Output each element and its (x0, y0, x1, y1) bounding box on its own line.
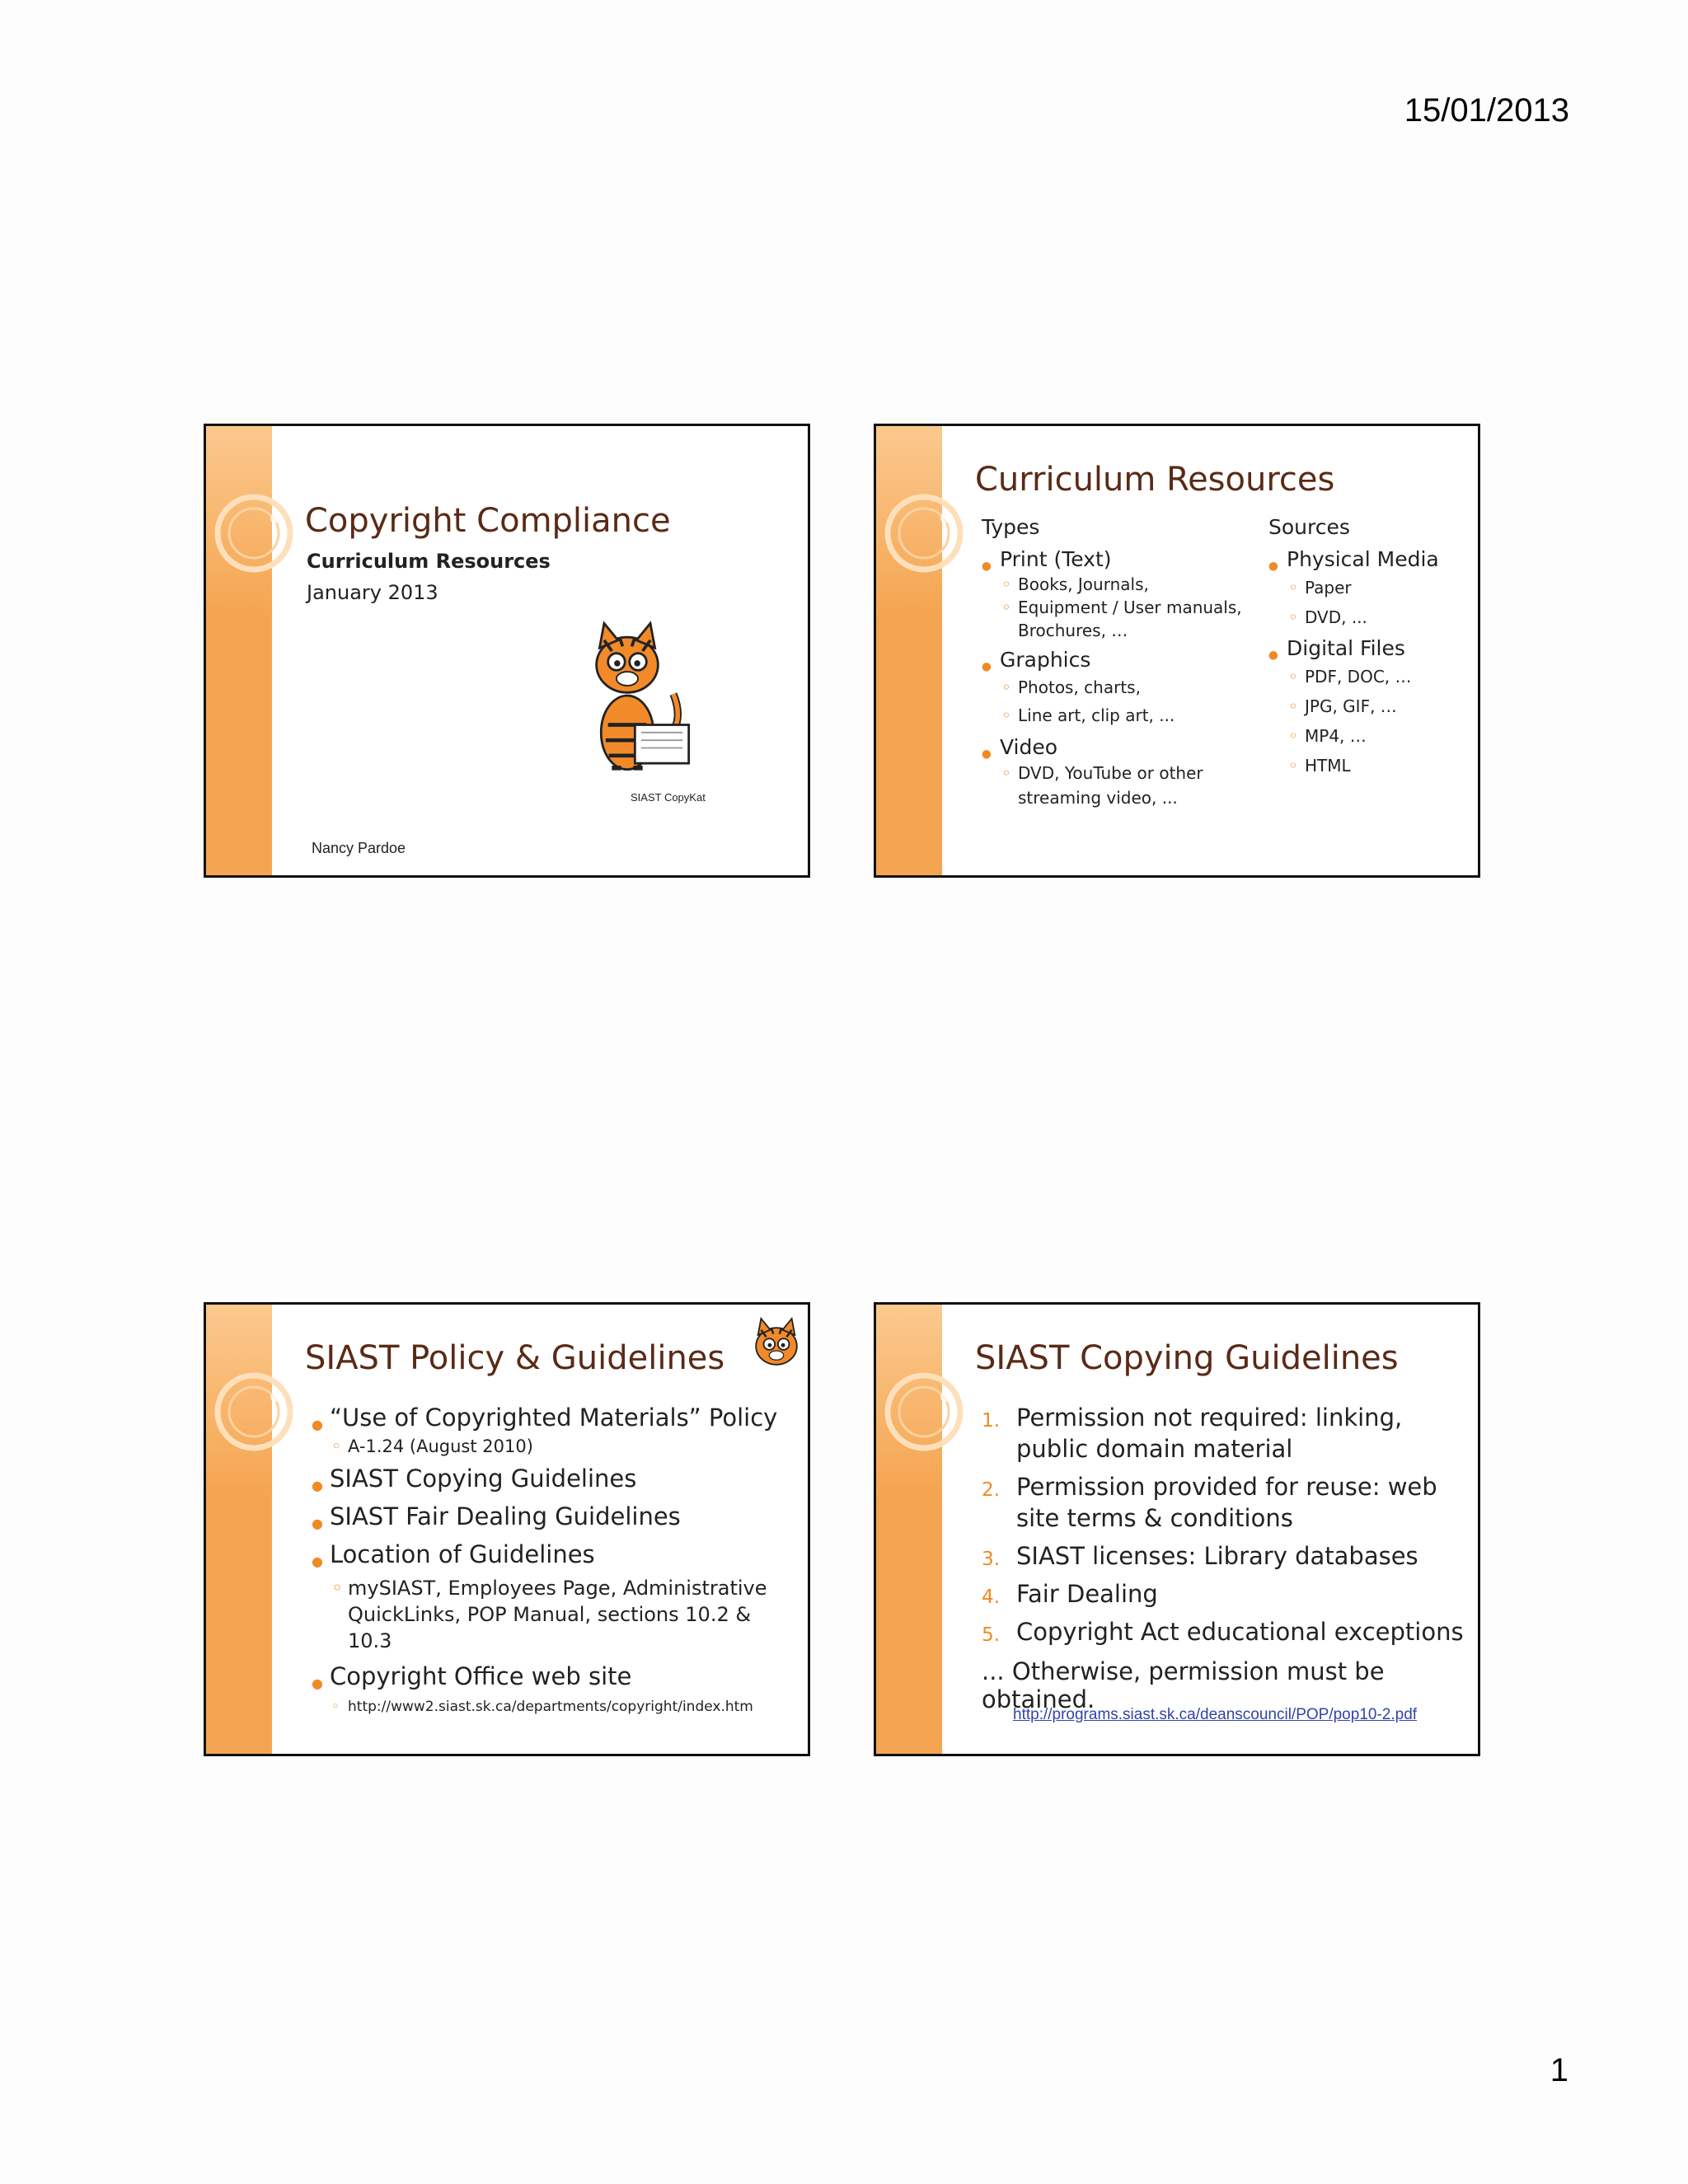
list-item (982, 1540, 1468, 1572)
slide-title: Curriculum Resources (975, 461, 1335, 499)
otherwise-note: ... Otherwise, permission must be obtained. (982, 1657, 1385, 1713)
copykat-cat-head-icon (743, 1315, 809, 1366)
list-item: ◦ Photos, charts, (1000, 673, 1245, 701)
swirl-decoration-icon (884, 1372, 964, 1451)
list-text: Fair Dealing (1016, 1580, 1158, 1608)
list-item: ◦ Books, Journals, (1000, 573, 1245, 596)
slide-title-copyright-compliance (204, 424, 810, 878)
list-text: SIAST licenses: Library databases (1016, 1542, 1418, 1570)
list-text: Copyright Act educational exceptions (1016, 1618, 1464, 1646)
copyright-office-link[interactable]: ◦ http://www2.siast.sk.ca/departments/copyright/index.htm (330, 1694, 798, 1720)
list-item: ◦ mySIAST, Employees Page, Administrative QuickLinks, POP Manual, sections 10.2 & 10.3 (330, 1575, 793, 1654)
slide-siast-copying-guidelines (874, 1302, 1480, 1756)
slide-siast-policy-guidelines (204, 1302, 810, 1756)
list-item: ◦ A-1.24 (August 2010) (330, 1433, 798, 1460)
list-item: ● SIAST Copying Guidelines (312, 1463, 798, 1494)
list-item (982, 1616, 1468, 1647)
list-item: ◦ DVD, YouTube or other streaming video, ... (1000, 761, 1240, 810)
list-item: ◦ MP4, … (1287, 721, 1466, 751)
list-item: ● Print (Text) (982, 546, 1245, 573)
policy-bullets (312, 1402, 798, 1720)
list-item: ◦ DVD, ... (1287, 602, 1466, 632)
list-item: ● SIAST Fair Dealing Guidelines (312, 1501, 798, 1532)
sources-heading: Sources (1268, 515, 1350, 539)
swirl-decoration-icon (214, 1372, 293, 1451)
sources-list (1268, 546, 1466, 780)
slide-curriculum-resources (874, 424, 1480, 878)
slide-title: SIAST Copying Guidelines (975, 1339, 1399, 1377)
slide-date: January 2013 (307, 581, 438, 604)
list-number: 3. (982, 1548, 1001, 1571)
copykat-cat-image-icon (581, 612, 696, 780)
swirl-decoration-icon (214, 494, 293, 573)
list-number: 1. (982, 1409, 1001, 1432)
list-item: ◦ Equipment / User manuals, Brochures, … (1000, 596, 1245, 642)
list-item: ● “Use of Copyrighted Materials” Policy (312, 1402, 798, 1433)
list-item: ◦ JPG, GIF, … (1287, 691, 1466, 721)
slide-subtitle: Curriculum Resources (307, 550, 551, 573)
list-item: ◦ HTML (1287, 751, 1466, 780)
list-item: ◦ Paper (1287, 573, 1466, 602)
list-text: Permission not required: linking, public domain material (1016, 1404, 1403, 1463)
list-text: Permission provided for reuse: web site terms & conditions (1016, 1473, 1437, 1532)
slide-author: Nancy Pardoe (312, 840, 406, 856)
list-item: ◦ PDF, DOC, … (1287, 662, 1466, 691)
list-item: ● Video (982, 734, 1245, 761)
types-list (982, 546, 1245, 810)
list-item: ● Graphics (982, 647, 1245, 673)
list-item: ● Location of Guidelines (312, 1539, 798, 1570)
list-number: 4. (982, 1586, 1001, 1609)
list-item (982, 1471, 1461, 1534)
list-number: 5. (982, 1624, 1001, 1647)
pop-manual-link[interactable]: http://programs.siast.sk.ca/deanscouncil/POP/pop10-2.pdf (1013, 1706, 1418, 1723)
list-item (982, 1578, 1468, 1610)
page-number: 1 (1550, 2052, 1568, 2088)
swirl-decoration-icon (884, 494, 964, 573)
list-item (982, 1402, 1445, 1465)
slide-title: SIAST Policy & Guidelines (305, 1339, 725, 1377)
list-item: ● Digital Files (1268, 635, 1466, 662)
list-number: 2. (982, 1479, 1001, 1502)
list-item: ◦ Line art, clip art, ... (1000, 701, 1245, 729)
list-item: ● Physical Media (1268, 546, 1466, 573)
page-date: 15/01/2013 (1404, 92, 1569, 129)
copying-guidelines-list (982, 1402, 1468, 1647)
list-item: ● Copyright Office web site (312, 1661, 798, 1692)
image-caption: SIAST CopyKat (631, 791, 706, 804)
slide-title: Copyright Compliance (305, 502, 671, 540)
types-heading: Types (982, 515, 1040, 539)
